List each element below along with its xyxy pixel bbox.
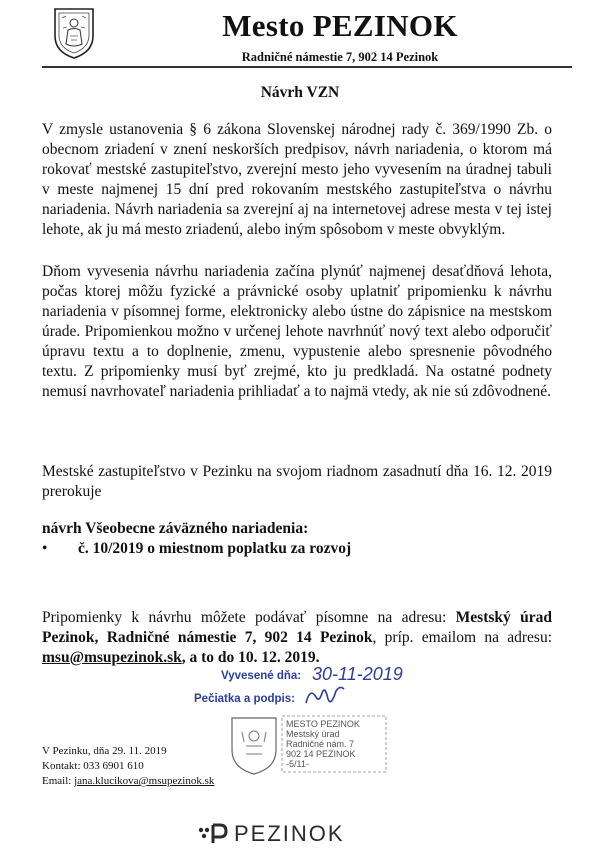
logo-mark-icon [196, 822, 230, 846]
proposal-intro-bold: návrh [42, 520, 82, 537]
pezinok-logo [196, 821, 345, 845]
regulation-name: č. 10/2019 o miestnom poplatku za rozvoj [78, 540, 352, 557]
logo-text: PEZINOK [234, 821, 345, 846]
signature-icon [300, 683, 350, 709]
submission-deadline: , a to do 10. 12. 2019. [181, 649, 320, 666]
footer-contact [42, 744, 214, 789]
proposal-intro [42, 519, 552, 539]
city-crest-icon [52, 6, 96, 60]
list-item [42, 540, 351, 558]
document-title: Návrh VZN [260, 84, 340, 101]
footer-phone: Kontakt: 033 6901 610 [42, 760, 144, 772]
header-divider [42, 66, 572, 68]
city-title: Mesto PEZINOK [222, 8, 458, 43]
paragraph-legal-basis: V zmysle ustanovenia § 6 zákona Slovenskej národnej rady č. 369/1990 Zb. o obecnom zriadení v znení neskorších predpisov, návrh nariadenia, o ktorom má rokovať mestské zastupiteľstvo, zverejní mesto jeho vyvesením na úradnej tabuli v meste najmenej 15 dní pred rokovaním mestského zastupiteľstva o návrhu nariadenia. Návrh nariadenia sa zverejní aj na internetovej adrese mesta v tej istej lehote, ak ju má mesto zriadenú, alebo iným spôsobom v meste obvyklým. [42, 121, 552, 238]
stamp-text [286, 719, 386, 769]
stamp-line: 902 14 PEZINOK [286, 749, 356, 759]
footer-email-row [42, 774, 214, 789]
paragraph-submission [42, 608, 552, 668]
submission-email-link[interactable]: msu@msupezinok.sk [42, 649, 182, 666]
footer-place-date: V Pezinku, dňa 29. 11. 2019 [42, 745, 167, 757]
posted-date-handwritten: 30-11-2019 [312, 664, 403, 684]
stamp-line: MESTO PEZINOK [286, 719, 360, 729]
city-address: Radničné námestie 7, 902 14 Pezinok [241, 50, 439, 64]
submission-text-2: , príp. emailom na adresu: [372, 629, 553, 646]
paragraph-council-meeting: Mestské zastupiteľstvo v Pezinku na svojom riadnom zasadnutí dňa 16. 12. 2019 prerokuje [42, 463, 552, 500]
footer-email-link[interactable]: jana.klucikova@msupezinok.sk [74, 775, 215, 787]
paragraph-comment-period: Dňom vyvesenia návrhu nariadenia začína plynúť najmenej desaťdňová lehota, počas ktorej môžu fyzické a právnické osoby uplatniť pripomienku k návrhu nariadenia v písomnej forme, elektronicky alebo ústne do zápisnice na mestskom úrade. Pripomienkou možno v určenej lehote navrhnúť nový text alebo odporučiť úpravu textu a to doplnenie, zmenu, vypustenie alebo spresnenie pôvodného textu. Z pripomienky musí byť zrejmé, kto ju predkladá. Na ostatné podnety nemusí navrhovateľ nariadenia prihliadať a to najmä vtedy, ak nie sú zdôvodnené. [42, 263, 552, 400]
stamp-line: Radničné nám. 7 [286, 739, 355, 749]
posted-date-label: Vyvesené dňa: [221, 670, 302, 682]
footer-email-label: Email: [42, 775, 75, 787]
stamp-line: -5/11- [286, 759, 309, 769]
proposal-intro-rest: Všeobecne záväzného nariadenia: [81, 520, 309, 537]
stamp-line: Mestský úrad [286, 729, 340, 739]
bullet-icon: • [42, 540, 48, 557]
stamp-signature-label: Pečiatka a podpis: [194, 693, 295, 705]
submission-address: Mestský úrad Pezinok, Radničné námestie 7, 902 14 Pezinok [42, 609, 552, 646]
submission-text-1: Pripomienky k návrhu môžete podávať písomne na adresu: [42, 609, 456, 626]
